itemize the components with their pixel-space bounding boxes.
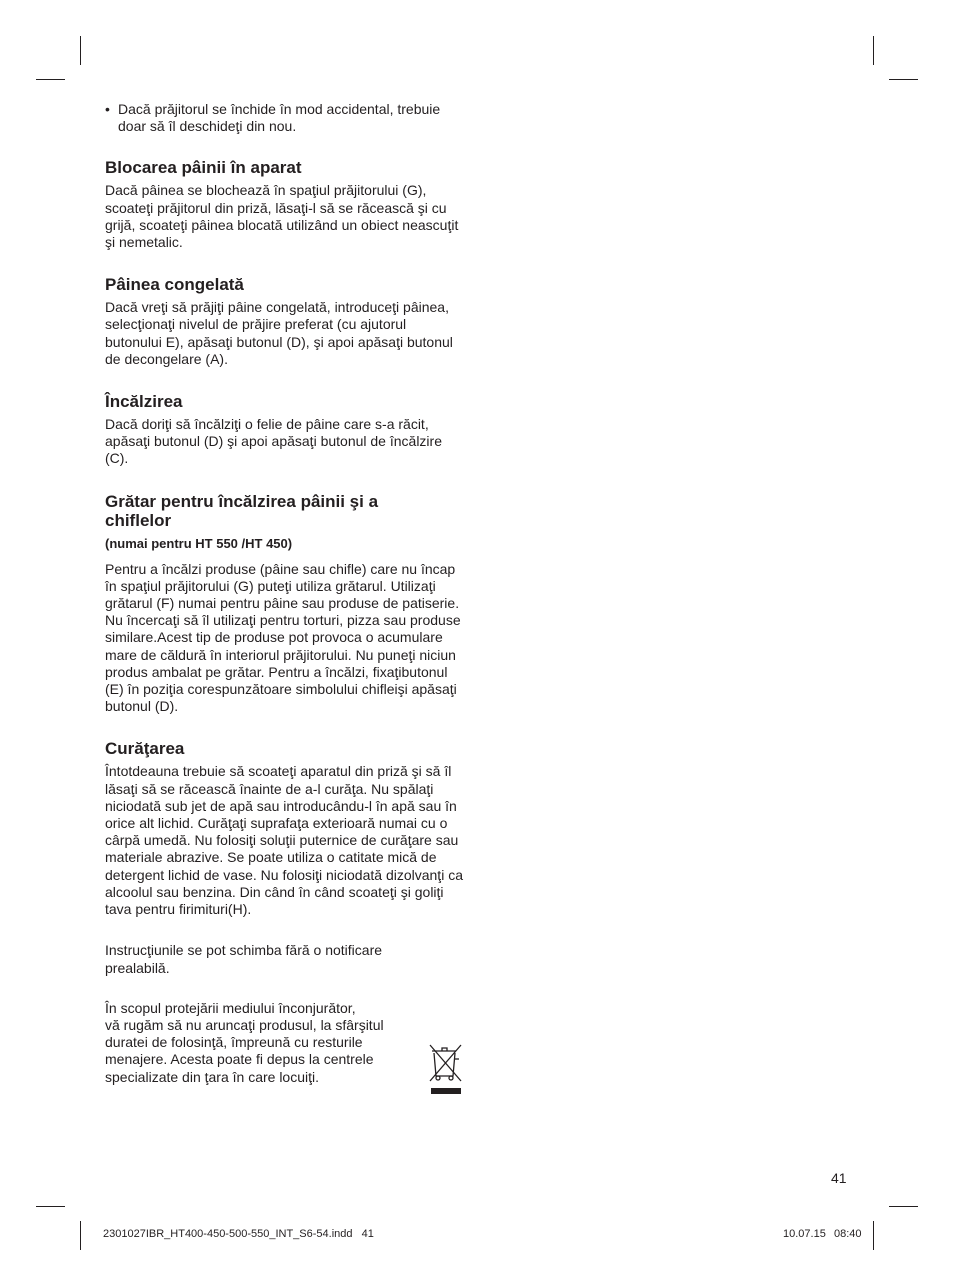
crop-mark-top-left-vertical	[80, 36, 81, 65]
footer-date: 10.07.15	[783, 1228, 826, 1240]
environment-line: vă rugăm să nu aruncaţi produsul, la sfârşitul	[105, 1016, 384, 1033]
paragraph-reheating: Dacă doriţi să încălziţi o felie de pâine care s-a răcit, apăsaţi butonul (D) şi apoi apăsaţi butonul de încălzire (C).	[105, 416, 442, 467]
environment-notice	[105, 1000, 465, 1086]
notice-text: Instrucţiunile se pot schimba fără o notificare prealabilă.	[105, 942, 383, 976]
crop-mark-top-right-horizontal	[889, 79, 918, 80]
crossed-out-wheelie-bin-icon	[425, 1041, 467, 1097]
crop-mark-bottom-left-vertical	[80, 1221, 81, 1250]
heading-cleaning: Curăţarea	[105, 739, 185, 759]
crop-mark-top-left-horizontal	[36, 79, 65, 80]
paragraph-cleaning: Întotdeauna trebuie să scoateţi aparatul din priză şi să îl lăsaţi să se răcească înainte de a-l curăţa. Nu spălaţi niciodată sub jet de apă sau introducându-l în apă sau în orice alt lichid. Curăţaţi suprafaţa exterioară numai cu o cârpă umedă. Nu folosiţi soluţii puternice de curăţare sau materiale abrazive. Se poate utiliza o catitate mică de detergent lichid de vase. Nu folosiţi niciodată dizolvanţi ca alcoolul sau benzina. Din când în când scoateţi şi goliţi tava pentru firimituri(H).	[105, 763, 463, 918]
crop-mark-bottom-right-horizontal	[889, 1206, 918, 1207]
heading-frozen-bread: Pâinea congelată	[105, 275, 244, 295]
environment-line: duratei de folosinţă, împreună cu resturile	[105, 1034, 363, 1051]
content-column	[105, 101, 465, 1086]
crop-mark-bottom-right-vertical	[873, 1221, 874, 1250]
bullet-item	[105, 101, 465, 135]
paragraph-frozen-bread: Dacă vreţi să prăjiţi pâine congelată, introduceţi pâinea, selecţionaţi nivelul de prăjire preferat (cu ajutorul butonului E), apăsaţi butonul (D), şi apoi apăsaţi butonul de decongelare (A).	[105, 299, 453, 367]
heading-blocked-bread: Blocarea pâinii în aparat	[105, 158, 302, 178]
bullet-dot: •	[105, 101, 110, 117]
environment-line: menajere. Acesta poate fi depus la centrele	[105, 1051, 374, 1068]
crop-mark-bottom-left-horizontal	[36, 1206, 65, 1207]
footer-time: 08:40	[834, 1228, 862, 1240]
bullet-text: Dacă prăjitorul se închide în mod accidental, trebuie doar să îl deschideţi din nou.	[118, 101, 441, 135]
environment-line: În scopul protejării mediului înconjurător,	[105, 999, 356, 1016]
heading-reheating: Încălzirea	[105, 392, 183, 412]
page-number: 41	[831, 1170, 847, 1186]
crop-mark-top-right-vertical	[873, 36, 874, 65]
environment-line: specializate din ţara în care locuiţi.	[105, 1068, 319, 1085]
paragraph-bun-rack: Pentru a încălzi produse (pâine sau chifle) care nu încap în spaţiul prăjitorului (G) puteţi utiliza grătarul. Utilizaţi grătarul (F) numai pentru pâine sau produse de patiserie. Nu încercaţi să îl utilizaţi pentru torturi, pizza sau produse similare.Acest tip de produse pot provoca o acumulare mare de căldură în interiorul prăjitorului. Nu puneţi niciun produs ambalat pe grătar. Pentru a încălzi, fixaţibutonul (E) în poziţia corespunzătoare simbolului chifleişi apăsaţi butonul (D).	[105, 560, 461, 715]
paragraph-blocked-bread: Dacă pâinea se blochează în spaţiul prăjitorului (G), scoateţi prăjitorul din priză, lăsaţi-l să se răcească şi cu grijă, scoateţi pâinea blocată utilizând un obiect neascuţit şi nemetalic.	[105, 182, 459, 251]
footer-file-name: 2301027IBR_HT400-450-500-550_INT_S6-54.indd 41	[103, 1228, 374, 1240]
subheading-bun-rack-models: (numai pentru HT 550 /HT 450)	[105, 535, 293, 551]
heading-bun-rack: Grătar pentru încălzirea pâinii şi a chiflelor	[105, 491, 379, 530]
